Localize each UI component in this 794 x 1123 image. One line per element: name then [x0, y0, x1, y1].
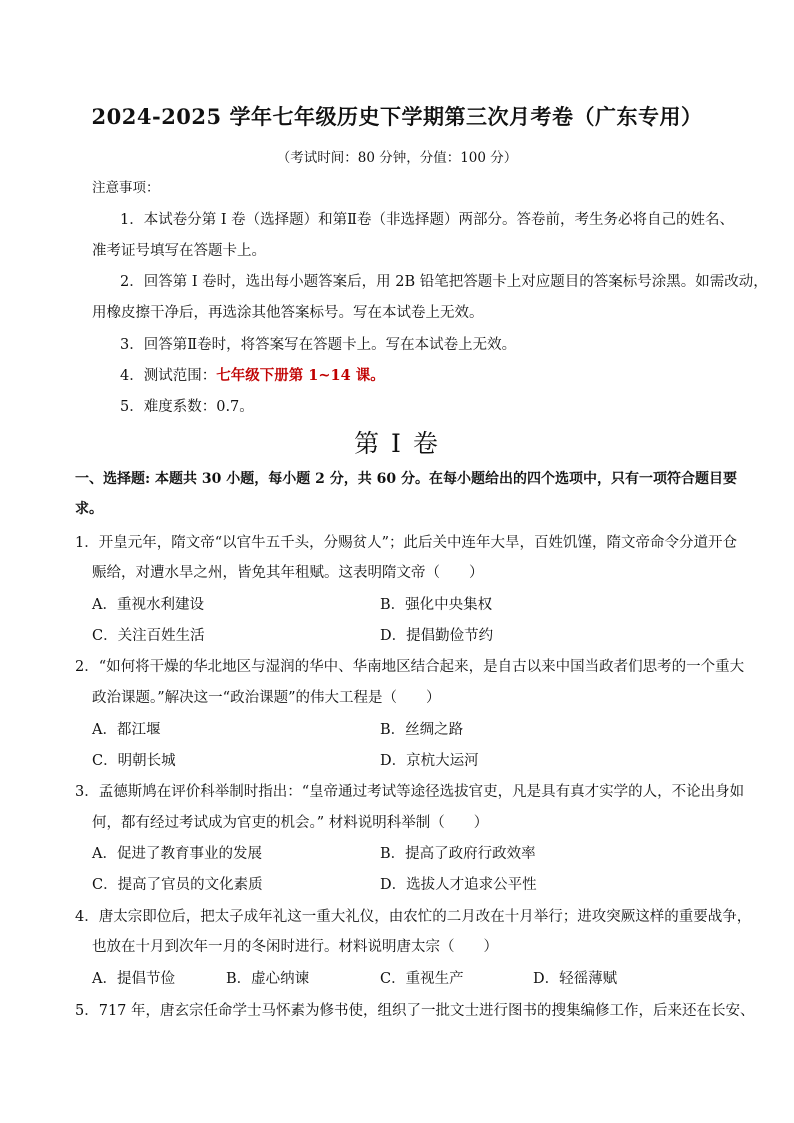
notice-item-2-line-1: 2．回答第 I 卷时，选出每小题答案后，用 2B 铅笔把答题卡上对应题目的答案标号涂黑。如需改动，	[120, 274, 768, 290]
question-1-option-b[interactable]: B．强化中央集权	[380, 597, 493, 613]
question-4-option-d[interactable]: D．轻徭薄赋	[533, 971, 618, 987]
question-2-option-c[interactable]: C．明朝长城	[92, 753, 176, 769]
question-4-option-b[interactable]: B．虚心纳谏	[226, 971, 310, 987]
question-2-line-2: 政治课题。”解决这一“政治课题”的伟大工程是（ ）	[92, 690, 441, 706]
test-scope-highlight: 七年级下册第 1~14 课。	[216, 367, 385, 384]
notice-item-3: 3．回答第Ⅱ卷时，将答案写在答题卡上。写在本试卷上无效。	[120, 337, 517, 353]
question-5-line-1: 5．717 年，唐玄宗任命学士马怀素为修书使，组织了一批文士进行图书的搜集编修工作，后来还在长安、	[75, 1003, 755, 1019]
section-instruction-line-2: 求。	[75, 501, 103, 517]
notice-item-4-prefix: 4．测试范围：	[120, 368, 217, 384]
question-1-option-c[interactable]: C．关注百姓生活	[92, 628, 205, 644]
question-3-line-2: 何，都有经过考试成为官吏的机会。” 材料说明科举制（ ）	[92, 815, 489, 831]
question-1-option-d[interactable]: D．提倡勤俭节约	[380, 628, 494, 644]
question-3-line-1: 3．孟德斯鸠在评价科举制时指出：“皇帝通过考试等途径选拔官吏，凡是具有真才实学的人，不论出身如	[75, 784, 745, 800]
question-4-option-c[interactable]: C．重视生产	[380, 971, 464, 987]
notice-item-5: 5．难度系数：0.7。	[120, 399, 254, 415]
question-2-option-d[interactable]: D．京杭大运河	[380, 753, 479, 769]
notice-heading: 注意事项：	[92, 180, 160, 196]
section-title: 第 I 卷	[354, 429, 440, 458]
question-2-option-a[interactable]: A．都江堰	[92, 722, 161, 738]
question-3-option-d[interactable]: D．选拔人才追求公平性	[380, 877, 537, 893]
page-title: 2024-2025 学年七年级历史下学期第三次月考卷（广东专用）	[91, 104, 703, 129]
question-2-option-b[interactable]: B．丝绸之路	[380, 722, 464, 738]
question-1-line-1: 1．开皇元年，隋文帝“以官牛五千头，分赐贫人”；此后关中连年大旱，百姓饥馑，隋文帝命令分道开仓	[75, 535, 738, 551]
question-1-line-2: 赈给，对遭水旱之州，皆免其年租赋。这表明隋文帝（ ）	[92, 565, 484, 581]
notice-item-1-line-2: 准考证号填写在答题卡上。	[92, 243, 266, 259]
question-4-line-1: 4．唐太宗即位后，把太子成年礼这一重大礼仪，由农忙的二月改在十月举行；进攻突厥这样的重要战争，	[75, 909, 752, 925]
question-2-line-1: 2．“如何将干燥的华北地区与湿润的华中、华南地区结合起来，是自古以来中国当政者们思考的一个重大	[75, 659, 745, 675]
notice-item-2-line-2: 用橡皮擦干净后，再选涂其他答案标号。写在本试卷上无效。	[92, 305, 484, 321]
notice-item-4	[120, 364, 385, 385]
exam-info: （考试时间：80 分钟，分值：100 分）	[276, 150, 518, 166]
question-4-line-2: 也放在十月到次年一月的冬闲时进行。材料说明唐太宗（ ）	[92, 939, 498, 955]
question-3-option-c[interactable]: C．提高了官员的文化素质	[92, 877, 263, 893]
question-3-option-b[interactable]: B．提高了政府行政效率	[380, 846, 536, 862]
section-instruction-line-1: 一、选择题: 本题共 30 小题，每小题 2 分，共 60 分。在每小题给出的四个选项中，只有一项符合题目要	[75, 471, 737, 487]
question-4-option-a[interactable]: A．提倡节俭	[92, 971, 175, 987]
notice-item-1-line-1: 1．本试卷分第 I 卷（选择题）和第Ⅱ卷（非选择题）两部分。答卷前，考生务必将自己的姓名、	[120, 212, 735, 228]
question-3-option-a[interactable]: A．促进了教育事业的发展	[92, 846, 262, 862]
question-1-option-a[interactable]: A．重视水利建设	[92, 597, 204, 613]
